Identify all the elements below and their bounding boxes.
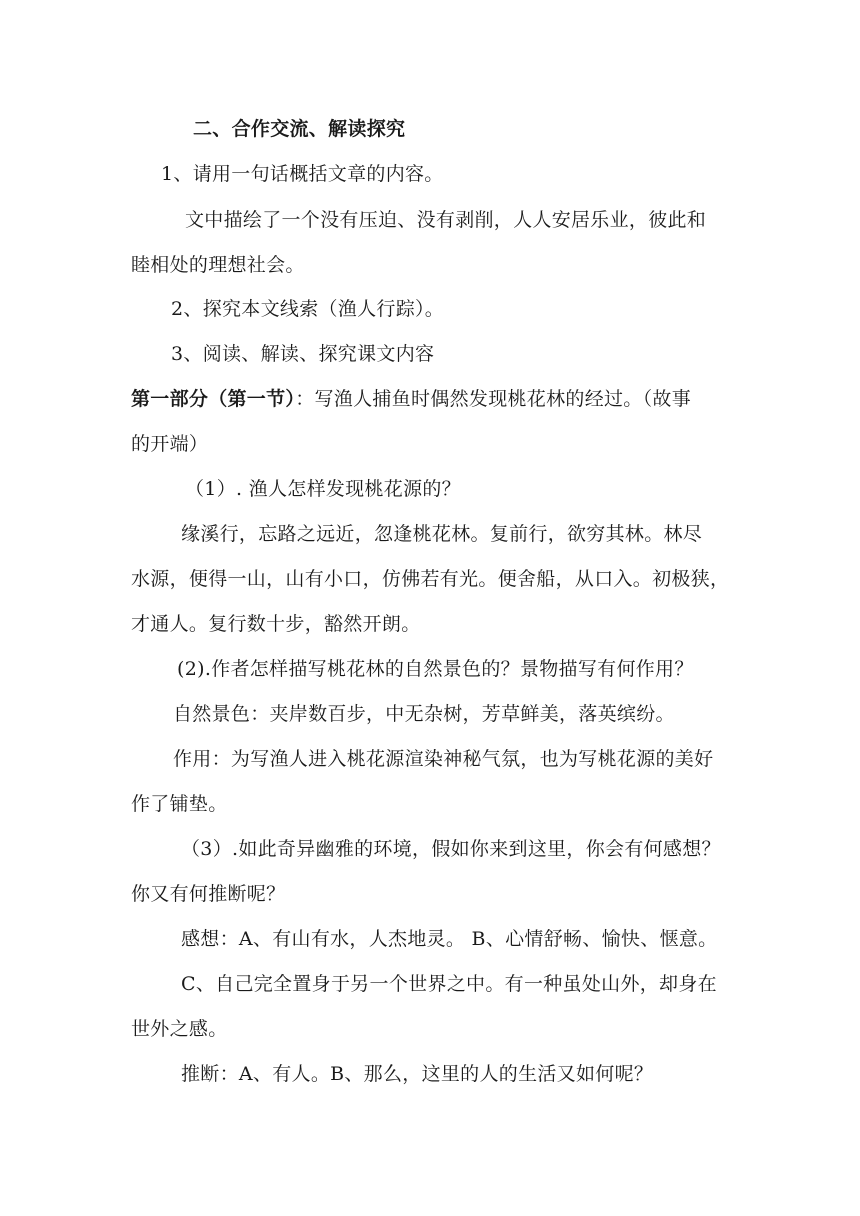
effect-answer-line-1: 作用：为写渔人进入桃花源渲染神秘气氛，也为写桃花源的美好 bbox=[173, 748, 714, 770]
answer-1-line-1: 文中描绘了一个没有压迫、没有剥削，人人安居乐业，彼此和 bbox=[185, 209, 707, 231]
effect-answer-line-2: 作了铺垫。 bbox=[131, 793, 228, 815]
answer-1-line-2: 睦相处的理想社会。 bbox=[131, 254, 305, 276]
question-1: 1、请用一句话概括文章的内容。 bbox=[161, 163, 444, 185]
part-1-line-2: 的开端） bbox=[131, 433, 209, 455]
question-3: 3、阅读、解读、探究课文内容 bbox=[171, 343, 435, 365]
sub-answer-1-line-1: 缘溪行，忘路之远近，忽逢桃花林。复前行，欲穷其林。林尽 bbox=[181, 523, 703, 545]
sub-question-3-line-2: 你又有何推断呢？ bbox=[131, 883, 286, 905]
inference: 推断：A、有人。B、那么，这里的人的生活又如何呢？ bbox=[181, 1063, 654, 1085]
feelings-line-3: 世外之感。 bbox=[131, 1018, 228, 1040]
feelings-line-1: 感想：A、有山有水，人杰地灵。 B、心情舒畅、愉快、惬意。 bbox=[181, 928, 718, 950]
sub-question-3-line-1: （3）.如此奇异幽雅的环境，假如你来到这里，你会有何感想？ bbox=[181, 838, 721, 860]
part-1-line-1 bbox=[131, 387, 691, 411]
feelings-line-2: C、自己完全置身于另一个世界之中。有一种虽处山外，却身在 bbox=[181, 973, 717, 995]
section-heading: 二、合作交流、解读探究 bbox=[193, 118, 406, 140]
sub-answer-1-line-3: 才通人。复行数十步，豁然开朗。 bbox=[131, 613, 421, 635]
question-2: 2、探究本文线索（渔人行踪）。 bbox=[171, 298, 445, 320]
part-1-description: ：写渔人捕鱼时偶然发现桃花林的经过。（故事 bbox=[295, 388, 692, 410]
sub-answer-1-line-2: 水源，便得一山，山有小口，仿佛若有光。便舍船，从口入。初极狭， bbox=[131, 568, 730, 590]
part-1-title: 第一部分（第一节） bbox=[131, 388, 296, 410]
sub-question-2: (2).作者怎样描写桃花林的自然景色的？景物描写有何作用？ bbox=[177, 658, 694, 680]
scenery-answer: 自然景色：夹岸数百步，中无杂树，芳草鲜美，落英缤纷。 bbox=[173, 703, 675, 725]
sub-question-1: （1）. 渔人怎样发现桃花源的？ bbox=[185, 478, 461, 500]
